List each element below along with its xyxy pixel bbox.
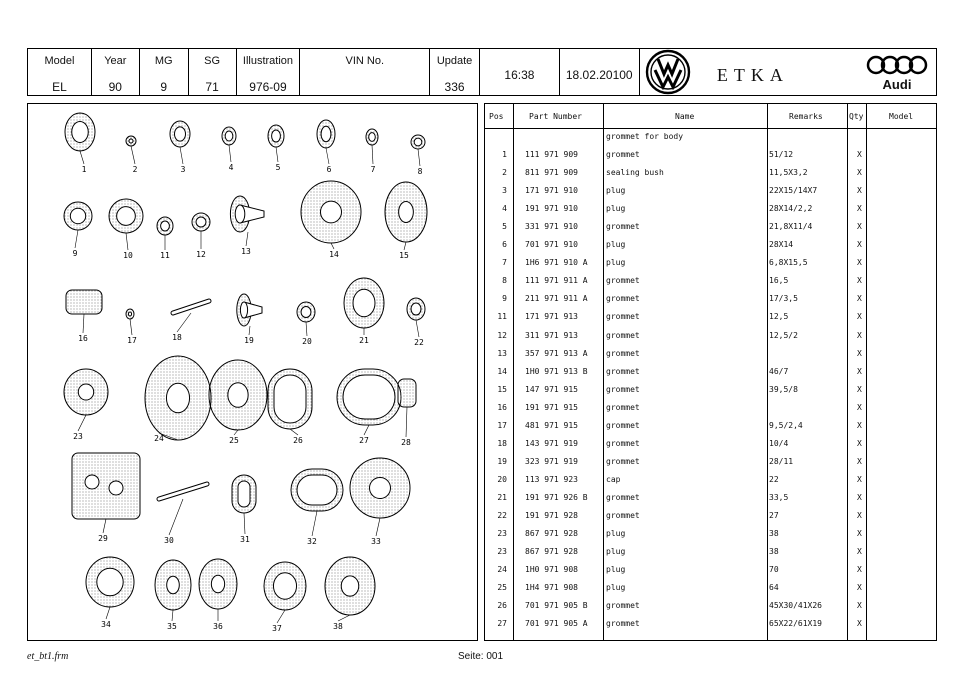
cell-part: 701 971 905 B [525, 601, 588, 611]
cell-name: grommet [606, 222, 640, 232]
illustration-cell [237, 49, 301, 95]
part-2-drawing [126, 136, 136, 164]
cell-qty: X [857, 438, 862, 448]
callout-number: 18 [172, 333, 182, 342]
cell-pos: 3 [502, 186, 507, 196]
callout-number: 25 [229, 436, 239, 445]
cell-part: 143 971 919 [525, 438, 578, 448]
cell-qty: X [857, 511, 862, 520]
cell-remarks: 33,5 [769, 492, 789, 502]
model-cell [28, 49, 92, 95]
cell-part: 481 971 915 [525, 420, 578, 430]
cell-qty: X [857, 330, 862, 340]
cell-name: plug [606, 565, 626, 575]
table-row[interactable] [485, 417, 936, 435]
cell-part: 191 971 926 B [525, 492, 588, 502]
cell-remarks: 9,5/2,4 [769, 420, 803, 430]
update-value: 336 [444, 80, 465, 94]
callout-number: 29 [98, 534, 108, 543]
cell-pos: 2 [502, 168, 507, 178]
header-pos: Pos [489, 112, 504, 121]
cell-remarks: 45X30/41X26 [769, 601, 822, 611]
table-row[interactable] [485, 146, 936, 164]
cell-pos: 27 [497, 619, 507, 629]
cell-part: 323 971 919 [525, 456, 578, 466]
cell-part: 111 971 909 [525, 150, 578, 159]
cell-qty: X [857, 547, 862, 557]
cell-name: grommet [606, 384, 640, 394]
table-row[interactable] [485, 308, 936, 326]
mg-value: 9 [160, 80, 168, 94]
audi-rings-icon [866, 55, 928, 75]
cell-name: grommet [606, 492, 640, 502]
cell-remarks: 21,8X11/4 [769, 222, 813, 232]
table-row[interactable] [485, 561, 936, 579]
cell-remarks: 46/7 [769, 366, 789, 376]
sg-cell [189, 49, 237, 95]
cell-part: 701 971 910 [525, 240, 578, 250]
cell-qty: X [857, 222, 862, 232]
part-36-drawing [199, 559, 237, 621]
cell-name: grommet [606, 420, 640, 430]
part-32-drawing [291, 469, 343, 536]
table-row[interactable] [485, 272, 936, 290]
cell-remarks: 38 [769, 529, 779, 539]
part-35-drawing [155, 560, 191, 621]
callout-number: 28 [401, 438, 411, 447]
cell-name: grommet [606, 150, 640, 159]
cell-name: plug [606, 547, 626, 557]
cell-part: 1H0 971 913 B [525, 366, 588, 376]
cell-qty: X [857, 366, 862, 376]
cell-part: 867 971 928 [525, 529, 578, 539]
part-25-drawing [209, 360, 267, 435]
cell-pos: 7 [502, 258, 507, 268]
callout-number: 12 [196, 250, 206, 259]
table-row[interactable] [485, 399, 936, 417]
callout-number: 5 [275, 163, 281, 172]
part-37-drawing [264, 562, 306, 623]
callout-number: 1 [81, 165, 87, 174]
year-label: Year [104, 55, 127, 67]
table-row[interactable] [485, 489, 936, 507]
callout-number: 34 [101, 620, 111, 629]
cell-remarks: 27 [769, 511, 779, 520]
cell-name: grommet [606, 619, 640, 629]
table-row[interactable] [485, 597, 936, 615]
parts-table [484, 103, 937, 641]
date-cell [560, 49, 640, 95]
cell-part: 191 971 910 [525, 204, 578, 214]
cell-part: 867 971 928 [525, 547, 578, 557]
cell-qty: X [857, 474, 862, 484]
callout-number: 27 [359, 436, 369, 445]
header-model: Model [889, 112, 914, 121]
sg-value: 71 [205, 80, 219, 94]
time-cell [480, 49, 560, 95]
update-cell [430, 49, 480, 95]
cell-qty: X [857, 456, 862, 466]
part-29-drawing [72, 453, 140, 533]
illustration-label: Illustration [242, 55, 294, 67]
callout-number: 21 [359, 336, 369, 345]
cell-pos: 18 [497, 438, 507, 448]
header-name: Name [675, 112, 695, 121]
cell-name: plug [606, 529, 626, 539]
footer-file: et_bt1.frm [27, 651, 69, 662]
cell-remarks: 12,5/2 [769, 330, 798, 340]
cell-pos: 17 [497, 420, 507, 430]
callout-number: 7 [370, 165, 376, 174]
cell-qty: X [857, 150, 862, 159]
cell-part: 1H6 971 910 A [525, 258, 588, 268]
cell-remarks: 22X15/14X7 [769, 186, 818, 196]
callout-number: 35 [167, 622, 177, 631]
table-row[interactable] [485, 236, 936, 254]
table-row[interactable] [485, 164, 936, 182]
cell-part: 357 971 913 A [525, 348, 588, 358]
cell-name: grommet [606, 330, 640, 340]
callout-number: 15 [399, 251, 409, 260]
cell-pos: 19 [497, 456, 507, 466]
header-part: Part Number [529, 112, 582, 121]
parts-illustration [27, 103, 478, 641]
part-13-drawing [230, 196, 264, 246]
table-row[interactable] [485, 615, 936, 633]
mg-cell [140, 49, 189, 95]
part-4-drawing [222, 127, 236, 162]
callout-number: 13 [241, 247, 251, 256]
part-23-drawing [64, 369, 108, 431]
part-34-drawing [86, 557, 134, 619]
cell-pos: 13 [497, 348, 507, 358]
part-19-drawing [237, 294, 262, 335]
part-14-drawing [301, 181, 361, 249]
cell-remarks: 39,5/8 [769, 384, 798, 394]
callout-number: 32 [307, 537, 317, 546]
part-10-drawing [109, 199, 143, 250]
part-18-drawing [173, 301, 209, 332]
time-value: 16:38 [504, 68, 535, 82]
cell-part: 311 971 913 [525, 330, 578, 340]
callout-number: 3 [180, 165, 186, 174]
part-24-drawing [145, 356, 211, 440]
part-38-drawing [325, 557, 375, 621]
cell-remarks: 22 [769, 474, 779, 484]
cell-part: 191 971 915 [525, 402, 578, 412]
callout-number: 9 [72, 249, 78, 258]
update-label: Update [436, 55, 473, 67]
header-remarks: Remarks [789, 112, 823, 121]
year-value: 90 [108, 80, 122, 94]
cell-name: plug [606, 583, 626, 593]
part-28-drawing [398, 379, 416, 437]
callout-number: 22 [414, 338, 424, 347]
table-row[interactable] [485, 471, 936, 489]
cell-pos: 23 [497, 547, 507, 557]
table-row[interactable] [485, 218, 936, 236]
cell-pos: 11 [497, 312, 507, 322]
callout-number: 14 [329, 250, 339, 259]
group-title: grommet for body [606, 132, 684, 141]
table-row[interactable] [485, 579, 936, 597]
cell-qty: X [857, 420, 862, 430]
cell-remarks: 70 [769, 565, 779, 575]
cell-name: grommet [606, 366, 640, 376]
cell-part: 111 971 911 A [525, 276, 588, 286]
cell-qty: X [857, 583, 862, 593]
part-20-drawing [297, 302, 315, 336]
part-30-drawing [159, 484, 207, 535]
cell-pos: 12 [497, 330, 507, 340]
cell-qty: X [857, 601, 862, 611]
parts-drawing [28, 104, 477, 640]
part-3-drawing [170, 121, 190, 164]
model-label: Model [44, 55, 75, 67]
part-16-drawing [66, 290, 102, 333]
cell-qty: X [857, 619, 862, 629]
vin-cell [300, 49, 430, 95]
callout-number: 24 [154, 434, 164, 443]
table-row[interactable] [485, 543, 936, 561]
cell-part: 147 971 915 [525, 384, 578, 394]
footer-page: Seite: 001 [458, 651, 504, 662]
table-row[interactable] [485, 435, 936, 453]
table-row[interactable] [485, 381, 936, 399]
cell-pos: 9 [502, 294, 507, 304]
callout-number: 2 [132, 165, 138, 174]
part-26-drawing [268, 369, 312, 435]
callout-number: 36 [213, 622, 223, 631]
table-row[interactable] [485, 453, 936, 471]
header-qty: Qty [849, 112, 864, 121]
cell-part: 171 971 910 [525, 186, 578, 196]
cell-name: cap [606, 474, 621, 484]
cell-qty: X [857, 312, 862, 322]
cell-pos: 6 [502, 240, 507, 250]
header-bar [27, 48, 937, 96]
part-33-drawing [350, 458, 410, 536]
part-5-drawing [268, 125, 284, 162]
part-31-drawing [232, 475, 256, 534]
cell-remarks: 65X22/61X19 [769, 619, 822, 629]
cell-remarks: 6,8X15,5 [769, 258, 808, 268]
cell-name: grommet [606, 456, 640, 466]
cell-remarks: 12,5 [769, 312, 789, 322]
cell-name: plug [606, 240, 626, 250]
cell-pos: 16 [497, 402, 507, 412]
cell-name: sealing bush [606, 168, 664, 178]
table-row[interactable] [485, 327, 936, 345]
cell-pos: 25 [497, 583, 507, 593]
callout-number: 26 [293, 436, 303, 445]
cell-qty: X [857, 348, 862, 358]
callout-number: 31 [240, 535, 250, 544]
part-6-drawing [317, 120, 335, 164]
cell-name: grommet [606, 348, 640, 358]
cell-qty: X [857, 384, 862, 394]
cell-qty: X [857, 492, 862, 502]
callout-number: 33 [371, 537, 381, 546]
cell-pos: 5 [502, 222, 507, 232]
cell-name: grommet [606, 312, 640, 322]
cell-remarks: 38 [769, 547, 779, 557]
part-15-drawing [385, 182, 427, 250]
callout-number: 20 [302, 337, 312, 346]
table-row[interactable] [485, 507, 936, 525]
part-11-drawing [157, 217, 173, 250]
table-row[interactable] [485, 345, 936, 363]
cell-pos: 8 [502, 276, 507, 286]
table-row[interactable] [485, 254, 936, 272]
cell-pos: 4 [502, 204, 507, 214]
cell-pos: 22 [497, 511, 507, 520]
mg-label: MG [154, 55, 173, 67]
cell-remarks: 17/3,5 [769, 294, 798, 304]
cell-qty: X [857, 565, 862, 575]
part-1-drawing [65, 113, 95, 164]
cell-qty: X [857, 294, 862, 304]
cell-part: 113 971 923 [525, 474, 578, 484]
cell-qty: X [857, 168, 862, 178]
cell-part: 211 971 911 A [525, 294, 588, 304]
callout-number: 19 [244, 336, 254, 345]
table-header [485, 104, 936, 129]
sg-label: SG [204, 55, 221, 67]
cell-name: grommet [606, 402, 640, 412]
callout-number: 38 [333, 622, 343, 631]
cell-qty: X [857, 204, 862, 214]
cell-pos: 15 [497, 384, 507, 394]
cell-qty: X [857, 258, 862, 268]
etka-brand: ETKA [716, 65, 789, 85]
cell-part: 1H0 971 908 [525, 565, 578, 575]
part-22-drawing [407, 298, 425, 337]
cell-name: grommet [606, 294, 640, 304]
part-9-drawing [64, 202, 92, 248]
cell-name: grommet [606, 276, 640, 286]
part-17-drawing [126, 309, 134, 335]
cell-name: grommet [606, 511, 640, 520]
cell-remarks: 10/4 [769, 438, 789, 448]
cell-part: 701 971 905 A [525, 619, 588, 629]
cell-pos: 24 [497, 565, 507, 575]
cell-remarks: 28/11 [769, 456, 794, 466]
cell-qty: X [857, 240, 862, 250]
cell-remarks: 28X14 [769, 240, 794, 250]
cell-part: 811 971 909 [525, 168, 578, 178]
cell-pos: 23 [497, 529, 507, 539]
callout-number: 17 [127, 336, 137, 345]
part-12-drawing [192, 213, 210, 249]
audi-wordmark: Audi [882, 77, 912, 92]
cell-pos: 21 [497, 492, 507, 502]
cell-qty: X [857, 186, 862, 196]
table-row[interactable] [485, 200, 936, 218]
cell-name: plug [606, 186, 626, 196]
callout-number: 11 [160, 251, 170, 260]
table-row[interactable] [485, 182, 936, 200]
cell-pos: 14 [497, 366, 507, 376]
cell-remarks: 11,5X3,2 [769, 168, 808, 178]
callout-number: 16 [78, 334, 88, 343]
part-21-drawing [344, 278, 384, 335]
cell-part: 331 971 910 [525, 222, 578, 232]
date-value: 18.02.20100 [565, 68, 633, 82]
part-7-drawing [366, 129, 378, 164]
table-row[interactable] [485, 525, 936, 543]
callout-number: 4 [228, 163, 234, 172]
callout-number: 30 [164, 536, 174, 545]
cell-pos: 26 [497, 601, 507, 611]
part-8-drawing [411, 135, 425, 166]
part-27-drawing [337, 369, 401, 435]
table-row[interactable] [485, 363, 936, 381]
cell-qty: X [857, 529, 862, 539]
table-row[interactable] [485, 290, 936, 308]
cell-pos: 1 [502, 150, 507, 159]
logo-area [640, 49, 936, 95]
year-cell [92, 49, 140, 95]
model-value: EL [52, 80, 67, 94]
callout-number: 6 [326, 165, 332, 174]
cell-name: grommet [606, 438, 640, 448]
cell-qty: X [857, 276, 862, 286]
cell-remarks: 16,5 [769, 276, 789, 286]
cell-name: plug [606, 204, 626, 214]
cell-part: 191 971 928 [525, 511, 578, 520]
cell-remarks: 28X14/2,2 [769, 204, 813, 214]
cell-name: grommet [606, 601, 640, 611]
cell-pos: 20 [497, 474, 507, 484]
callout-number: 23 [73, 432, 83, 441]
callout-number: 10 [123, 251, 133, 260]
callout-number: 37 [272, 624, 282, 633]
cell-qty: X [857, 402, 862, 412]
cell-part: 171 971 913 [525, 312, 578, 322]
callout-number: 8 [417, 167, 423, 176]
cell-remarks: 64 [769, 583, 779, 593]
cell-part: 1H4 971 908 [525, 583, 578, 593]
cell-name: plug [606, 258, 626, 268]
group-title-row [485, 128, 936, 146]
illustration-value: 976-09 [249, 80, 287, 94]
cell-remarks: 51/12 [769, 150, 794, 159]
vin-label: VIN No. [345, 55, 384, 67]
